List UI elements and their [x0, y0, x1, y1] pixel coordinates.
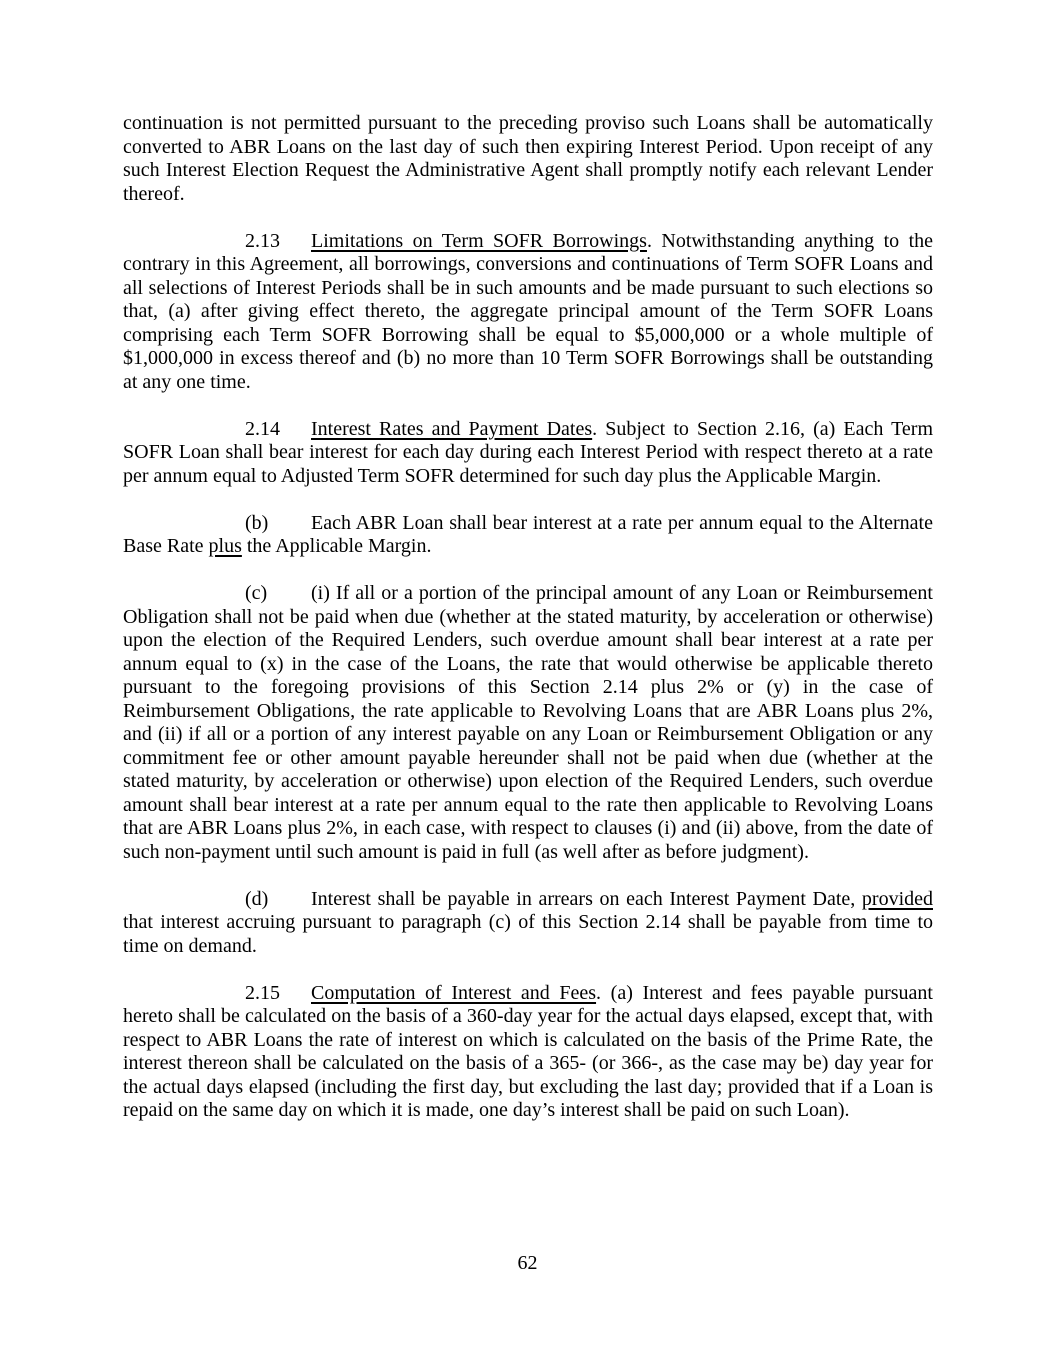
- section-number: (c): [245, 582, 268, 604]
- paragraph: [123, 112, 933, 206]
- underlined-text: plus: [208, 535, 242, 557]
- text-run: continuation is not permitted pursuant to the preceding proviso such Loans shall be automatically converted to ABR Loans on the last day of such then expiring Interest Period. Upon receipt of any such Interest Election Request the Administrative Agent shall promptly notify each relevant Lender thereof.: [123, 112, 933, 205]
- text-run: . Subject to Section 2.16, (a) Each Term SOFR Loan shall bear interest for each day during each Interest Period with respect thereto at a rate per annum equal to Adjusted Term SOFR determined for such day plus the Applicable Margin.: [123, 417, 934, 487]
- section-number: 2.14: [245, 417, 280, 440]
- text-run: . Notwithstanding anything to the contrary in this Agreement, all borrowings, conversions and continuations of Term SOFR Loans and all selections of Interest Periods shall be in such amounts and be made pursuant to such elections so that, (a) after giving effect thereto, the aggregate principal amount of the Term SOFR Loans comprising each Term SOFR Borrowing shall be equal to $5,000,000 or a whole multiple of $1,000,000 in excess thereof and (b) no more than 10 Term SOFR Borrowings shall be outstanding at any one time.: [123, 229, 933, 393]
- document-body: [123, 112, 933, 1146]
- page-number: 62: [517, 1252, 538, 1274]
- text-run: the Applicable Margin.: [241, 535, 432, 557]
- paragraph: [123, 582, 933, 864]
- paragraph: [123, 982, 933, 1123]
- section-number: 2.15: [245, 981, 280, 1004]
- text-run: . (a) Interest and fees payable pursuant hereto shall be calculated on the basis of a 360-day year for the actual days elapsed, except that, with respect to ABR Loans the rate of interest on which is calculated on the basis of the Prime Rate, the interest thereon shall be calculated on the basis of a 365- (or 366-, as the case may be) day year for the actual days elapsed (including the first day, but excluding the last day; provided that if a Loan is repaid on the same day on which it is made, one day’s interest shall be paid on such Loan).: [123, 981, 933, 1121]
- section-number: (b): [245, 511, 269, 534]
- section-number: (d): [245, 887, 269, 910]
- section-number: 2.13: [245, 229, 280, 252]
- underlined-text: Interest Rates and Payment Dates: [311, 417, 593, 440]
- underlined-text: Computation of Interest and Fees: [311, 981, 597, 1004]
- underlined-text: Limitations on Term SOFR Borrowings: [311, 229, 647, 252]
- text-run: that interest accruing pursuant to paragraph (c) of this Section 2.14 shall be payable from time to time on demand.: [123, 911, 933, 957]
- paragraph: [123, 418, 933, 489]
- paragraph: [123, 230, 933, 395]
- underlined-text: provided: [861, 887, 933, 910]
- text-run: Interest shall be payable in arrears on each Interest Payment Date,: [311, 887, 862, 910]
- paragraph: [123, 888, 933, 959]
- text-run: Each ABR Loan shall bear interest at a rate per annum equal to the Alternate Base Rate: [123, 511, 933, 557]
- paragraph: [123, 512, 933, 559]
- text-run: (i) If all or a portion of the principal amount of any Loan or Reimbursement Obligation shall not be paid when due (whether at the stated maturity, by acceleration or otherwise) upon the election of the Required Lenders, such overdue amount shall bear interest at a rate per annum equal to (x) in the case of the Loans, the rate that would otherwise be applicable thereto pursuant to the foregoing provisions of this Section 2.14 plus 2% or (y) in the case of Reimbursement Obligations, the rate applicable to Revolving Loans that are ABR Loans plus 2%, and (ii) if all or a portion of any interest payable on any Loan or Reimbursement Obligation or any commitment fee or other amount payable hereunder shall not be paid when due (whether at the stated maturity, by acceleration or otherwise) upon election of the Required Lenders, such overdue amount shall bear interest at a rate per annum equal to the rate then applicable to Revolving Loans that are ABR Loans plus 2%, in each case, with respect to clauses (i) and (ii) above, from the date of such non-payment until such amount is paid in full (as well after as before judgment).: [123, 582, 933, 863]
